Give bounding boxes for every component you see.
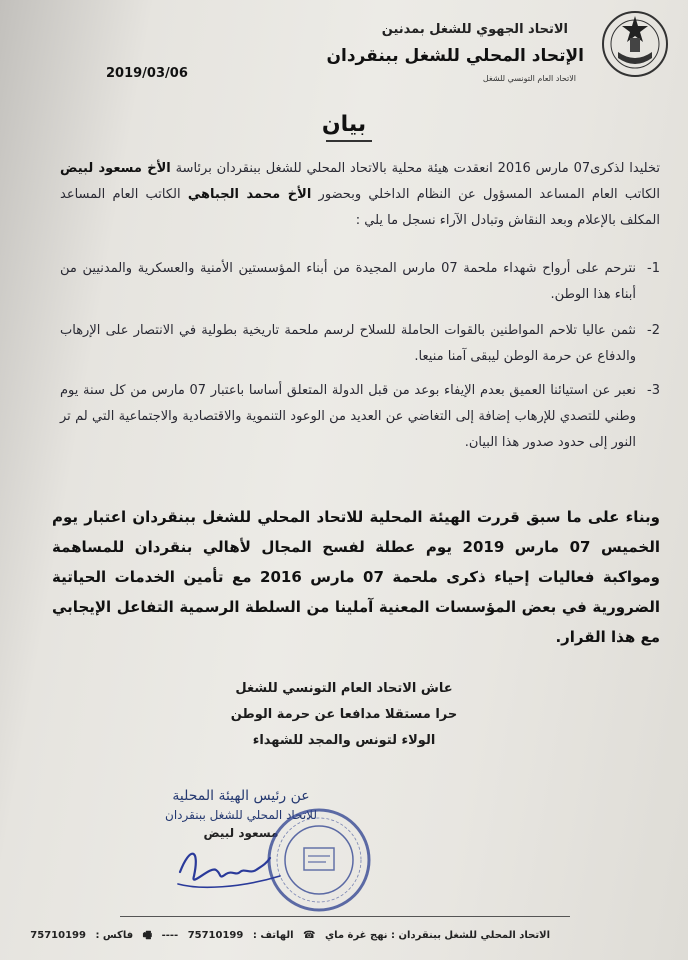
- list-item: [60, 378, 660, 456]
- slogan-line: عاش الاتحاد العام التونسي للشغل: [235, 681, 453, 696]
- handwritten-signature-icon: [170, 836, 290, 896]
- signature-org: للاتحاد المحلي للشغل ببنقردان: [165, 808, 317, 822]
- list-item: [60, 318, 660, 370]
- footer-fax-label: فاكس :: [95, 930, 134, 941]
- item-text: نثمن عاليا تلاحم المواطنين بالقوات الحاملة للسلاح لرسم ملحمة تاريخية بطولية في الانتصار على الإرهاب والدفاع عن حرمة الوطن ليبقى آمنا منيعا.: [60, 323, 636, 364]
- list-item: [60, 256, 660, 308]
- fax-icon: 🖷: [142, 930, 153, 941]
- footer-phone: 75710199: [187, 930, 244, 941]
- item-number: 1-: [647, 261, 660, 276]
- general-union-caption: الاتحاد العام التونسي للشغل: [482, 74, 576, 83]
- union-logo-icon: [600, 8, 670, 80]
- item-number: 3-: [647, 383, 660, 398]
- slogan-line: حرا مستقلا مدافعا عن حرمة الوطن: [230, 707, 458, 722]
- intro-part-2: الكاتب العام المساعد المسؤول عن النظام الداخلي وبحضور: [311, 187, 660, 202]
- title-underline: [326, 140, 372, 142]
- footer-separator: ----: [161, 930, 179, 941]
- decision-paragraph: وبناء على ما سبق قررت الهيئة المحلية للاتحاد المحلي للشغل ببنقردان اعتبار يوم الخميس 07 مارس 2019 يوم عطلة لفسح المجال لأهالي بنقردان للمساهمة ومواكبة فعاليات إحياء ذكرى ملحمة 07 مارس 2016 مع تأمين الخدمات الحياتية الضرورية في بعض المؤسسات المعنية آملينا من السلطة الرسمية التفاعل الإيجابي مع هذا القرار.: [52, 508, 661, 646]
- intro-paragraph: [60, 156, 660, 234]
- intro-name-2: الأخ محمد الجباهي: [187, 187, 312, 202]
- slogans-block: [0, 676, 688, 754]
- intro-name-1: الأخ مسعود لبيض: [60, 161, 171, 176]
- item-text: نترحم على أرواح شهداء ملحمة 07 مارس المجيدة من أبناء المؤسستين الأمنية والعسكرية والمدنيين من أبناء هذا الوطن.: [60, 261, 636, 302]
- intro-part-1: تخليدا لذكرى07 مارس 2016 انعقدت هيئة محلية بالاتحاد المحلي للشغل ببنقردان برئاسة: [175, 161, 660, 176]
- item-number: 2-: [647, 323, 660, 338]
- footer-phone-label: الهاتف :: [252, 930, 294, 941]
- document-title: بيان: [321, 112, 367, 137]
- signature-title: عن رئيس الهيئة المحلية: [172, 788, 310, 804]
- footer-divider: [120, 916, 570, 917]
- footer-org: الاتحاد المحلي للشغل ببنقردان : نهج غرة ماي: [324, 930, 550, 941]
- local-union-heading: الإتحاد المحلي للشغل ببنقردان: [326, 46, 584, 66]
- slogan-line: الولاء لتونس والمجد للشهداء: [252, 733, 436, 748]
- document-date: 2019/03/06: [106, 66, 188, 81]
- footer-fax: 75710199: [30, 930, 86, 941]
- footer-contact: [30, 928, 550, 945]
- signatory-name: مسعود لبيض: [203, 826, 279, 840]
- phone-icon: ☎: [303, 930, 316, 941]
- item-text: نعبر عن استيائنا العميق بعدم الإيفاء بوعد من قبل الدولة المتعلق أساسا باعتبار 07 مارس من كل سنة يوم وطني للتصدي للإرهاب إضافة إلى التغاضي عن العديد من الوعود التنموية والاقتصادية والاجتماعية التي لم تر النور إلى حدود صدور هذا البيان.: [60, 383, 636, 450]
- intro-part-3: الكاتب العام المساعد المكلف بالإعلام وبعد النقاش وتبادل الآراء نسجل ما يلي :: [60, 187, 660, 228]
- regional-union-heading: الاتحاد الجهوي للشغل بمدنين: [381, 22, 568, 37]
